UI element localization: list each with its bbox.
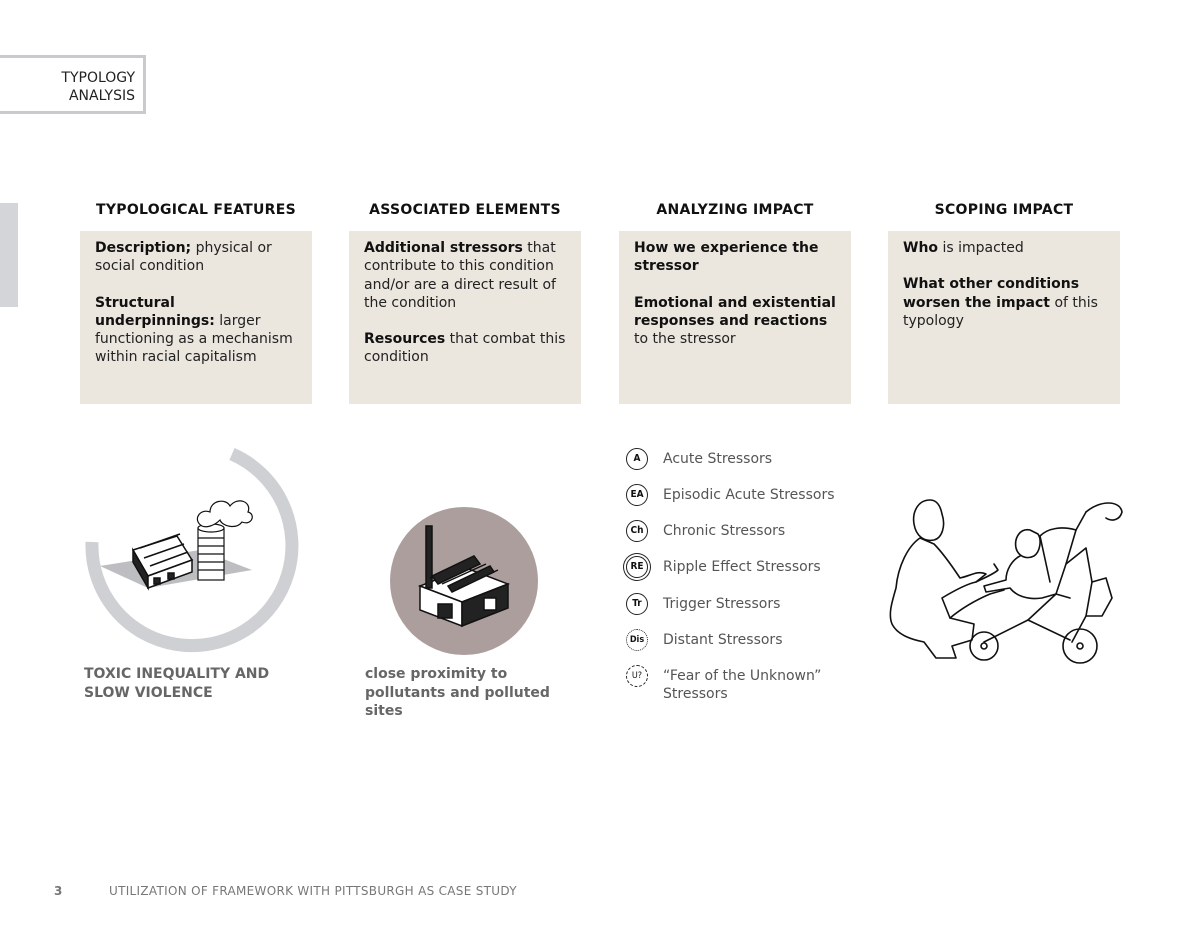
column-title-scoping-impact: SCOPING IMPACT: [934, 202, 1074, 218]
factory-ring-illustration: [80, 440, 310, 660]
ripple-effect-stressor-icon: RE: [626, 556, 648, 578]
card-analyzing-impact: [619, 231, 851, 404]
factory-circle-icon: [390, 506, 540, 656]
episodic-acute-stressor-icon: EA: [626, 484, 648, 506]
tag-line-1: TYPOLOGY: [61, 70, 135, 86]
legend-label: Acute Stressors: [663, 451, 773, 467]
card-item: Emotional and existential responses and reactions to the stressor: [634, 294, 836, 348]
card-item: Structural underpinnings: larger functioning as a mechanism within racial capitalism: [95, 294, 293, 366]
card-item: How we experience the stressor: [634, 240, 819, 275]
page-number: 3: [54, 884, 63, 898]
column-title-associated-elements: ASSOCIATED ELEMENTS: [369, 202, 561, 218]
footer-title: UTILIZATION OF FRAMEWORK WITH PITTSBURGH AS CASE STUDY: [109, 884, 517, 898]
chronic-stressor-icon: Ch: [626, 520, 648, 542]
trigger-stressor-icon: Tr: [626, 593, 648, 615]
acute-stressor-icon: A: [626, 448, 648, 470]
distant-stressor-icon: Dis: [626, 629, 648, 651]
caption-proximity-pollutants: close proximity to pollutants and polluted sites: [365, 666, 550, 719]
tag-line-2: ANALYSIS: [68, 88, 135, 104]
card-item: Resources that combat this condition: [364, 331, 566, 366]
legend-label: Distant Stressors: [663, 632, 783, 648]
legend-label: Episodic Acute Stressors: [663, 487, 835, 503]
column-title-analyzing-impact: ANALYZING IMPACT: [656, 202, 814, 218]
card-item: Description; physical or social condition: [95, 240, 272, 275]
card-typological-features: [80, 231, 312, 404]
parent-child-stroller-illustration: [880, 490, 1130, 670]
card-associated-elements: [349, 231, 581, 404]
caption-toxic-inequality: TOXIC INEQUALITY AND SLOW VIOLENCE: [84, 666, 270, 701]
card-item: Who is impacted: [903, 240, 1024, 256]
card-item: Additional stressors that contribute to this condition and/or are a direct result of the condition: [364, 240, 556, 311]
legend-label: Ripple Effect Stressors: [663, 559, 821, 575]
card-item: What other conditions worsen the impact of this typology: [903, 276, 1098, 329]
legend-label: “Fear of the Unknown” Stressors: [663, 668, 822, 702]
fear-unknown-stressor-icon: U?: [626, 665, 648, 687]
legend-label: Chronic Stressors: [663, 523, 786, 539]
typology-analysis-tag: [0, 55, 146, 114]
legend-label: Trigger Stressors: [663, 596, 781, 612]
card-scoping-impact: [888, 231, 1120, 404]
side-tab-marker: [0, 203, 18, 307]
column-title-typological-features: TYPOLOGICAL FEATURES: [96, 202, 296, 218]
